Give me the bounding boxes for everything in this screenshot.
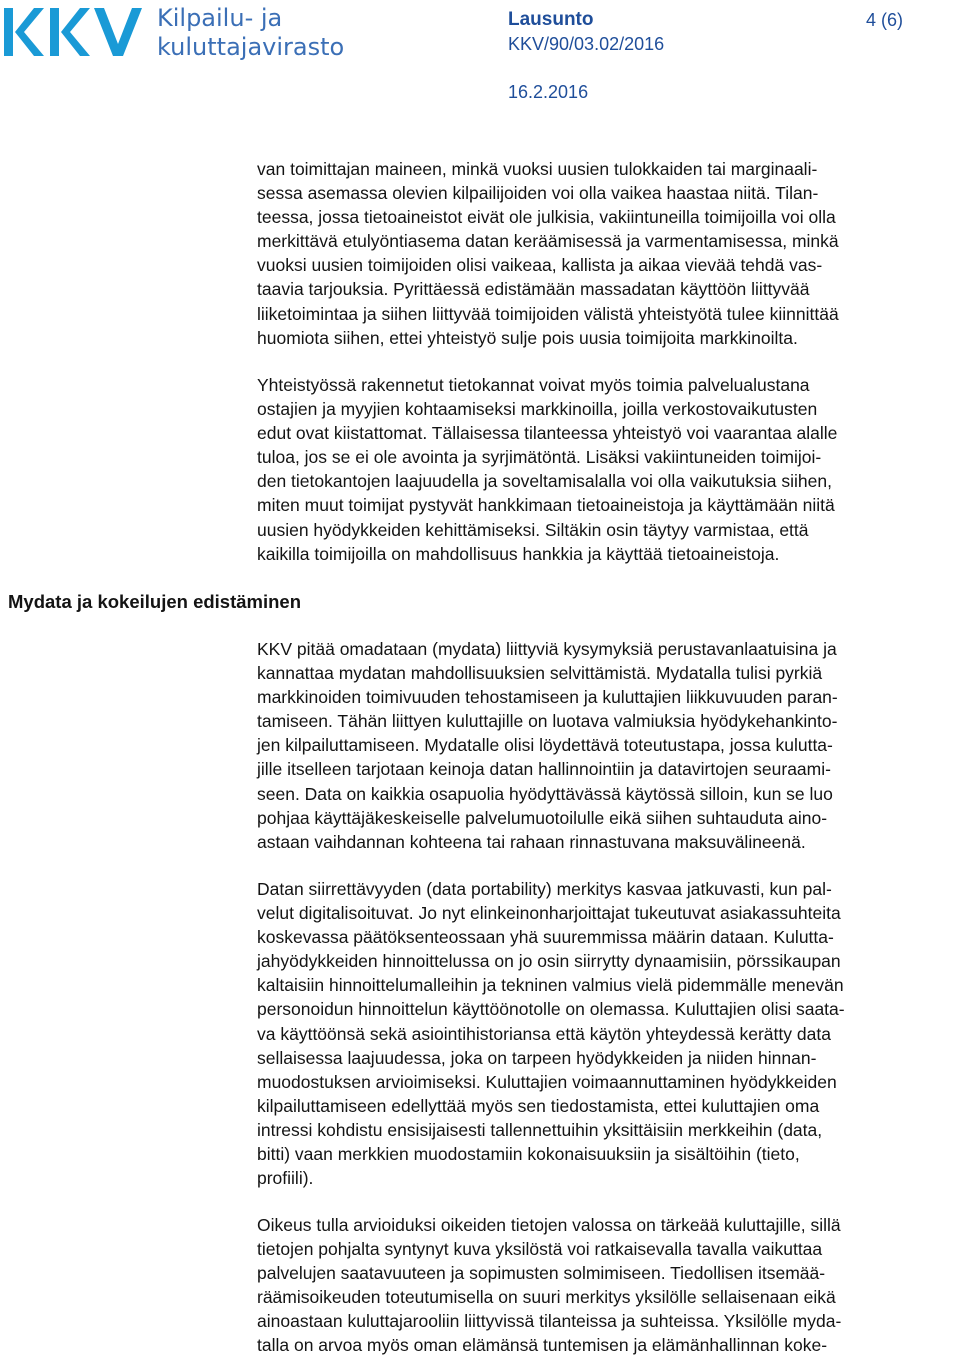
text-line: va käyttöönsä sekä asiointihistoriansa että käytön yhteydessä kerätty data: [257, 1023, 831, 1044]
text-line: jahyödykkeiden hinnoittelussa on jo osin siirrytty dynaamisiin, pörssikaupan: [257, 951, 841, 972]
text-line: uusien hyödykkeiden kehittämiseksi. Siltäkin osin täytyy varmistaa, että: [257, 519, 809, 540]
text-line: muodostuksen arvioimiseksi. Kuluttajien voimaannuttaminen hyödykkeiden: [257, 1071, 837, 1092]
text-line: vuoksi uusien toimijoiden olisi vaikeaa, kallista ja aikaa vievää tehdä vas-: [257, 255, 823, 276]
text-line: merkittävä etulyöntiasema datan keräämisessä ja varmentamisessa, minkä: [257, 231, 839, 252]
text-line: tuloa, jos se ei ole avointa ja syrjimätöntä. Lisäksi vakiintuneiden toimijoi-: [257, 447, 822, 468]
text-line: kaikilla toimijoilla on mahdollisuus hankkia ja käyttää tietoaineistoja.: [257, 543, 780, 564]
text-line: huomiota siihen, ettei yhteistyö sulje pois uusia toimijoita markkinoilta.: [257, 327, 798, 348]
text-line: ainoastaan kuluttajarooliin liittyvissä tilanteissa ja suhteissa. Yksilölle myda-: [257, 1311, 842, 1332]
text-line: personoidun hinnoittelun käyttöönotolle on olemassa. Kuluttajien olisi saata-: [257, 999, 845, 1020]
paragraph-5: [257, 1213, 957, 1358]
text-line: tietojen pohjalta syntynyt kuva yksilöstä voi ratkaisevalla tavalla vaikuttaa: [257, 1239, 823, 1260]
text-line: tamiseen. Tähän liittyen kuluttajille on luotava valmiuksia hyödykehankinto-: [257, 711, 838, 732]
text-line: Yhteistyössä rakennetut tietokannat voivat myös toimia palvelualustana: [257, 375, 810, 395]
document-type: Lausunto: [508, 9, 594, 30]
text-line: intressi kohdistu ensisijaisesti tallennettuihin yksittäisiin merkkeihin (data,: [257, 1119, 823, 1140]
text-line: pohjaa käyttäjäkeskeiselle palvelumuotoilulle eikä siihen suhtauduta aino-: [257, 807, 828, 828]
text-line: astaan vaihdannan kohteena tai rahaan rinnastuvana maksuvälineenä.: [257, 831, 806, 852]
organization-name: [157, 4, 344, 62]
text-line: Oikeus tulla arvioiduksi oikeiden tietojen valossa on tärkeää kuluttajille, sillä: [257, 1215, 841, 1235]
paragraph-4: [257, 877, 957, 1190]
text-line: liiketoimintaa ja siihen liittyvää toimijoiden välistä yhteistyötä tulee kiinnittää: [257, 303, 839, 324]
text-line: Datan siirrettävyyden (data portability) merkitys kasvaa jatkuvasti, kun pal-: [257, 879, 832, 899]
text-line: den tietokantojen laajuudella ja soveltamisalalla voi olla vaikutuksia siihen,: [257, 471, 832, 492]
text-line: jen kilpailuttamiseen. Mydatalle olisi löydettävä toteutustapa, jossa kulutta-: [257, 735, 833, 756]
paragraph-2: [257, 373, 957, 566]
text-line: räämisoikeuden toteutumisella on suuri merkitys yksilölle sellaisenaan eikä: [257, 1287, 836, 1308]
text-line: sellaisessa laajuudessa, joka on tarpeen hyödykkeiden ja niiden hinnan-: [257, 1047, 817, 1068]
text-line: kilpailuttamiseen edellyttää myös sen tiedostamista, ettei kuluttajien oma: [257, 1095, 820, 1116]
text-line: KKV pitää omadataan (mydata) liittyviä kysymyksiä perustavanlaatuisina ja: [257, 639, 837, 659]
text-line: profiili).: [257, 1168, 314, 1189]
text-line: kaltaisiin hinnoittelumalleihin ja tekninen valmius vielä pidemmälle menevän: [257, 975, 844, 996]
text-line: bitti) vaan merkkien muodostamiin kokonaisuuksiin ja sisältöihin (tieto,: [257, 1144, 800, 1165]
page-number: 4 (6): [866, 10, 904, 30]
kkv-logo: [4, 6, 144, 58]
text-line: teessa, jossa tietoaineistot eivät ole julkisia, vakiintuneilla toimijoilla voi olla: [257, 207, 836, 228]
section-heading: Mydata ja kokeilujen edistäminen: [8, 591, 302, 612]
document-date: 16.2.2016: [508, 82, 589, 102]
text-line: jille itselleen tarjotaan keinoja datan hallinnointiin ja datavirtojen seuraami-: [257, 759, 831, 780]
text-line: taavia tarjouksia. Pyrittäessä edistämään massadatan käyttöön liittyvää: [257, 279, 810, 300]
text-line: miten muut toimijat pystyvät hankkimaan tietoaineistoja ja käyttämään niitä: [257, 495, 835, 516]
text-line: kannattaa mydatan mahdollisuuksien selvittämistä. Mydatalla tulisi pyrkiä: [257, 663, 823, 684]
text-line: talla on arvoa myös oman elämänsä tuntemisen ja elämänhallinnan koke-: [257, 1335, 828, 1356]
text-line: ostajien ja myyjien kohtaamiseksi markkinoilla, joilla verkostovaikutusten: [257, 399, 818, 420]
paragraph-1: [257, 157, 957, 350]
organization-name-line2: kuluttajavirasto: [157, 33, 345, 61]
text-line: velut digitalisoituvat. Jo nyt elinkeinonharjoittajat tukeutuvat asiakassuhteita: [257, 903, 841, 924]
paragraph-3: [257, 637, 957, 854]
text-line: sessa asemassa olevien kilpailijoiden voi olla vaikea haastaa niitä. Tilan-: [257, 183, 819, 204]
organization-name-line1: Kilpailu- ja: [157, 4, 283, 32]
document-number: KKV/90/03.02/2016: [508, 34, 665, 54]
text-line: van toimittajan maineen, minkä vuoksi uusien tulokkaiden tai marginaali-: [257, 159, 818, 179]
text-line: edut ovat kiistattomat. Tällaisessa tilanteessa yhteistyö voi vaarantaa alalle: [257, 423, 838, 444]
text-line: seen. Data on kaikkia osapuolia hyödyttävässä käytössä silloin, kun se luo: [257, 783, 833, 804]
text-line: markkinoiden toimivuuden tehostamiseen ja kuluttajien liikkuvuuden paran-: [257, 687, 838, 708]
text-line: koskevassa päätöksenteossaan yhä suuremmissa määrin dataan. Kulutta-: [257, 927, 834, 948]
text-line: palvelujen saatavuuteen ja sopimusten solmimiseen. Tiedollisen itsemää-: [257, 1263, 826, 1284]
